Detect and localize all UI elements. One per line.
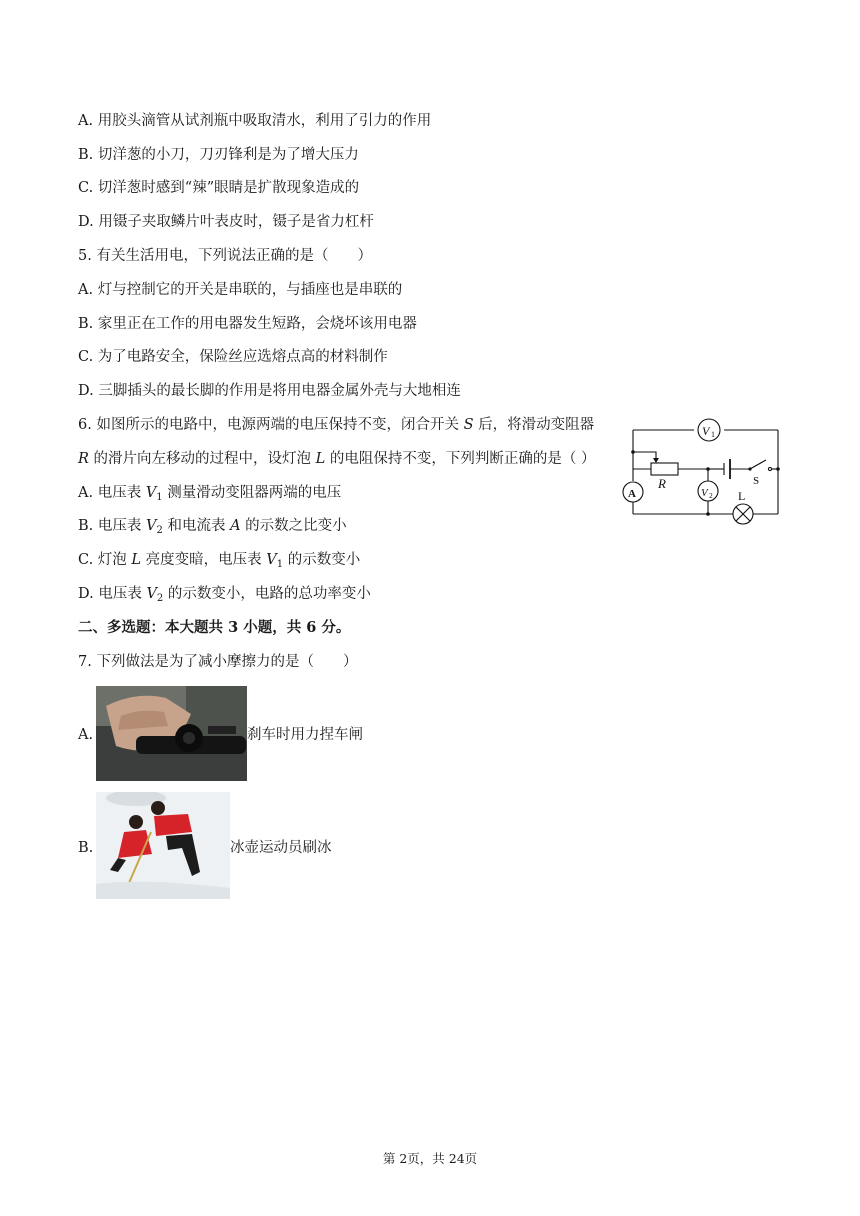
rheostat-icon xyxy=(651,463,678,475)
r-label: R xyxy=(658,476,666,491)
q5-option-b: B. 家里正在工作的用电器发生短路，会烧坏该用电器 xyxy=(78,316,417,332)
ammeter-label: A xyxy=(628,488,636,500)
bike-brake-photo xyxy=(96,686,247,781)
slider-arrow-icon xyxy=(653,458,659,463)
q4-option-b: B. 切洋葱的小刀，刀刃锋利是为了增大压力 xyxy=(78,147,359,163)
junction-dot xyxy=(631,450,635,454)
q6-stem-line2: R 的滑片向左移动的过程中，设灯泡 L 的电阻保持不变，下列判断正确的是（ ） xyxy=(78,451,596,467)
q7-option-b-text: 冰壶运动员刷冰 xyxy=(230,840,332,856)
v2-sub: 2 xyxy=(709,491,713,500)
circuit-diagram xyxy=(620,418,790,526)
var-s: S xyxy=(463,417,474,433)
q4-option-a: A. 用胶头滴管从试剂瓶中吸取清水，利用了引力的作用 xyxy=(78,113,432,129)
slider-wire xyxy=(633,452,656,461)
q7-option-b-label: B. xyxy=(78,840,94,856)
q4-option-c: C. 切洋葱时感到“辣”眼睛是扩散现象造成的 xyxy=(78,180,360,196)
v1-sub: 1 xyxy=(711,430,715,439)
switch-blade-icon xyxy=(750,460,766,469)
q5-option-d: D. 三脚插头的最长脚的作用是将用电器金属外壳与大地相连 xyxy=(78,383,461,399)
v1-label: V xyxy=(702,424,710,438)
var-l: L xyxy=(315,451,326,467)
s-label: S xyxy=(753,475,760,487)
q7-stem: 7. 下列做法是为了减小摩擦力的是（ ） xyxy=(78,654,358,670)
q5-stem: 5. 有关生活用电，下列说法正确的是（ ） xyxy=(78,248,372,264)
q6-option-b: B. 电压表 $V_2$ 和电流表 A 的示数之比变小 xyxy=(78,518,347,536)
curling-photo xyxy=(96,792,230,899)
q7-option-a-label: A. xyxy=(78,727,94,743)
var-r: R xyxy=(78,451,89,467)
q6-option-c: C. 灯泡 L 亮度变暗，电压表 $V_1$ 的示数变小 xyxy=(78,552,361,570)
q5-option-c: C. 为了电路安全，保险丝应选熔点高的材料制作 xyxy=(78,349,388,365)
lamp-label: L xyxy=(738,489,746,503)
q6-option-d: D. 电压表 $V_2$ 的示数变小，电路的总功率变小 xyxy=(78,586,371,604)
page-footer: 第 2页，共 24页 xyxy=(382,1151,478,1166)
q4-option-d: D. 用镊子夹取鳞片叶表皮时，镊子是省力杠杆 xyxy=(78,214,374,230)
q6-stem-line1: 6. 如图所示的电路中，电源两端的电压保持不变，闭合开关 S 后，将滑动变阻器 xyxy=(78,417,595,433)
switch-contact xyxy=(768,467,771,470)
q6-option-a: A. 电压表 $V_1$ 测量滑动变阻器两端的电压 xyxy=(78,485,342,503)
v2-label: V xyxy=(701,487,708,499)
q5-option-a: A. 灯与控制它的开关是串联的，与插座也是串联的 xyxy=(78,282,403,298)
q7-option-a-text: 刹车时用力捏车闸 xyxy=(247,727,363,743)
section-heading: 二、多选题：本大题共 3 小题，共 6 分。 xyxy=(78,619,351,636)
